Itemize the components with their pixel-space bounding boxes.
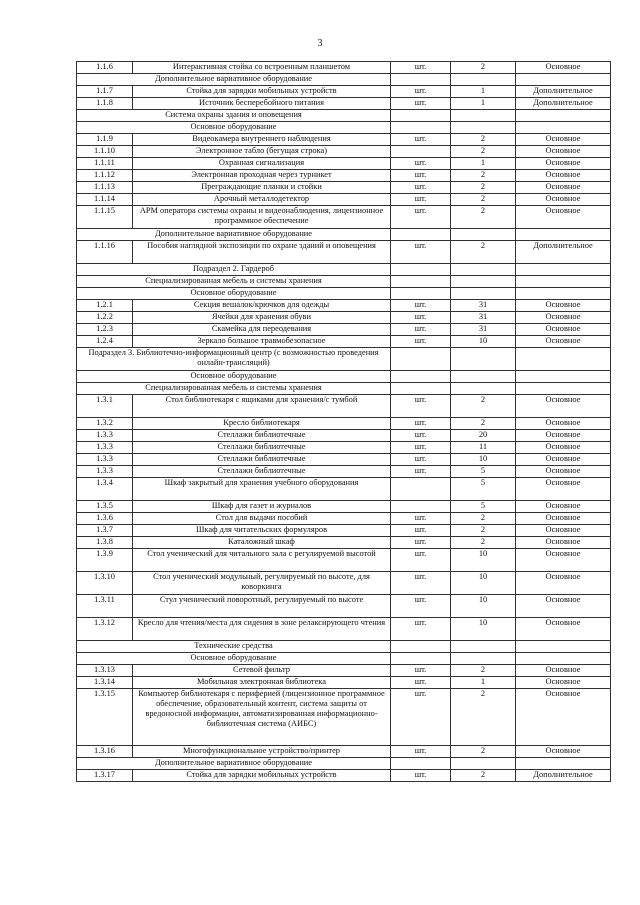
item-name: Шкаф для газет и журналов bbox=[133, 501, 391, 513]
item-unit: шт. bbox=[391, 182, 451, 194]
item-quantity: 2 bbox=[451, 395, 516, 418]
item-kind: Основное bbox=[516, 206, 611, 229]
item-unit: шт. bbox=[391, 241, 451, 264]
item-quantity: 2 bbox=[451, 182, 516, 194]
empty-cell bbox=[516, 641, 611, 653]
section-row bbox=[77, 641, 611, 653]
item-number: 1.3.1 bbox=[77, 395, 133, 418]
section-title: Основное оборудование bbox=[77, 653, 391, 665]
item-name: Многофункциональное устройство/принтер bbox=[133, 746, 391, 758]
item-unit: шт. bbox=[391, 513, 451, 525]
item-kind: Основное bbox=[516, 689, 611, 746]
table-row bbox=[77, 86, 611, 98]
item-kind: Основное bbox=[516, 478, 611, 501]
item-quantity: 10 bbox=[451, 454, 516, 466]
table-row bbox=[77, 537, 611, 549]
item-kind: Основное bbox=[516, 525, 611, 537]
item-number: 1.3.2 bbox=[77, 418, 133, 430]
section-row bbox=[77, 122, 611, 134]
item-name: АРМ оператора системы охраны и видеонаблюдения, лицензионное программное обеспечение bbox=[133, 206, 391, 229]
item-quantity: 1 bbox=[451, 677, 516, 689]
item-unit: шт. bbox=[391, 665, 451, 677]
empty-cell bbox=[516, 110, 611, 122]
item-quantity: 1 bbox=[451, 98, 516, 110]
item-name: Электронная проходная через турникет bbox=[133, 170, 391, 182]
section-title: Специализированная мебель и системы хранения bbox=[77, 276, 391, 288]
item-quantity: 2 bbox=[451, 513, 516, 525]
table-row bbox=[77, 194, 611, 206]
table-row bbox=[77, 324, 611, 336]
empty-cell bbox=[391, 110, 451, 122]
item-number: 1.1.9 bbox=[77, 134, 133, 146]
item-unit: шт. bbox=[391, 300, 451, 312]
item-kind: Основное bbox=[516, 194, 611, 206]
table-row bbox=[77, 595, 611, 618]
table-row bbox=[77, 395, 611, 418]
item-unit: шт. bbox=[391, 86, 451, 98]
item-kind: Дополнительное bbox=[516, 98, 611, 110]
section-title: Основное оборудование bbox=[77, 371, 391, 383]
section-row bbox=[77, 74, 611, 86]
item-name: Мобильная электронная библиотека bbox=[133, 677, 391, 689]
item-kind: Основное bbox=[516, 618, 611, 641]
empty-cell bbox=[516, 348, 611, 371]
table-row bbox=[77, 501, 611, 513]
empty-cell bbox=[391, 641, 451, 653]
section-title: Технические средства bbox=[77, 641, 391, 653]
item-name: Ячейки для хранения обуви bbox=[133, 312, 391, 324]
item-name: Стеллажи библиотечные bbox=[133, 442, 391, 454]
table-row bbox=[77, 98, 611, 110]
item-name: Кресло библиотекаря bbox=[133, 418, 391, 430]
section-row bbox=[77, 348, 611, 371]
section-row bbox=[77, 653, 611, 665]
item-number: 1.1.12 bbox=[77, 170, 133, 182]
item-name: Стол ученический для читального зала с регулируемой высотой bbox=[133, 549, 391, 572]
table-row bbox=[77, 466, 611, 478]
item-kind: Основное bbox=[516, 146, 611, 158]
item-kind: Основное bbox=[516, 418, 611, 430]
item-number: 1.3.7 bbox=[77, 525, 133, 537]
item-number: 1.3.13 bbox=[77, 665, 133, 677]
table-row bbox=[77, 134, 611, 146]
empty-cell bbox=[391, 74, 451, 86]
item-number: 1.3.17 bbox=[77, 770, 133, 782]
empty-cell bbox=[391, 264, 451, 276]
item-kind: Основное bbox=[516, 430, 611, 442]
empty-cell bbox=[516, 276, 611, 288]
item-unit: шт. bbox=[391, 98, 451, 110]
item-name: Зеркало большое травмобезопасное bbox=[133, 336, 391, 348]
item-unit: шт. bbox=[391, 537, 451, 549]
section-title: Дополнительное вариативное оборудование bbox=[77, 74, 391, 86]
empty-cell bbox=[391, 758, 451, 770]
item-unit: шт. bbox=[391, 689, 451, 746]
item-number: 1.3.6 bbox=[77, 513, 133, 525]
item-number: 1.3.16 bbox=[77, 746, 133, 758]
empty-cell bbox=[391, 229, 451, 241]
table-row bbox=[77, 513, 611, 525]
item-kind: Основное bbox=[516, 395, 611, 418]
empty-cell bbox=[391, 288, 451, 300]
item-unit: шт. bbox=[391, 770, 451, 782]
item-number: 1.3.12 bbox=[77, 618, 133, 641]
table-row bbox=[77, 525, 611, 537]
item-number: 1.1.11 bbox=[77, 158, 133, 170]
empty-cell bbox=[516, 383, 611, 395]
table-row bbox=[77, 549, 611, 572]
item-kind: Основное bbox=[516, 746, 611, 758]
empty-cell bbox=[516, 371, 611, 383]
equipment-table bbox=[76, 61, 611, 782]
empty-cell bbox=[391, 383, 451, 395]
item-quantity: 1 bbox=[451, 86, 516, 98]
item-kind: Дополнительное bbox=[516, 770, 611, 782]
item-number: 1.1.15 bbox=[77, 206, 133, 229]
empty-cell bbox=[451, 74, 516, 86]
item-kind: Основное bbox=[516, 170, 611, 182]
item-kind: Основное bbox=[516, 454, 611, 466]
item-number: 1.1.10 bbox=[77, 146, 133, 158]
item-number: 1.1.14 bbox=[77, 194, 133, 206]
item-unit: шт. bbox=[391, 466, 451, 478]
section-row bbox=[77, 264, 611, 276]
item-name: Кресло для чтения/места для сидения в зоне релаксирующего чтения bbox=[133, 618, 391, 641]
empty-cell bbox=[516, 264, 611, 276]
section-row bbox=[77, 383, 611, 395]
item-unit: шт. bbox=[391, 62, 451, 74]
item-unit: шт. bbox=[391, 430, 451, 442]
item-number: 1.3.11 bbox=[77, 595, 133, 618]
section-title: Подраздел 3. Библиотечно-информационный центр (с возможностью проведения онлайн-трансляций) bbox=[77, 348, 391, 371]
table-row bbox=[77, 146, 611, 158]
empty-cell bbox=[516, 122, 611, 134]
item-name: Каталожный шкаф bbox=[133, 537, 391, 549]
item-kind: Основное bbox=[516, 665, 611, 677]
item-number: 1.3.3 bbox=[77, 442, 133, 454]
item-quantity: 2 bbox=[451, 525, 516, 537]
section-row bbox=[77, 229, 611, 241]
table-row bbox=[77, 770, 611, 782]
item-unit: шт. bbox=[391, 418, 451, 430]
item-number: 1.1.8 bbox=[77, 98, 133, 110]
item-kind: Основное bbox=[516, 442, 611, 454]
section-title: Дополнительное вариативное оборудование bbox=[77, 229, 391, 241]
table-row bbox=[77, 454, 611, 466]
item-unit: шт. bbox=[391, 134, 451, 146]
item-kind: Основное bbox=[516, 300, 611, 312]
item-name: Преграждающие планки и стойки bbox=[133, 182, 391, 194]
item-quantity: 10 bbox=[451, 549, 516, 572]
item-unit: шт. bbox=[391, 454, 451, 466]
empty-cell bbox=[451, 264, 516, 276]
item-unit: шт. bbox=[391, 336, 451, 348]
empty-cell bbox=[451, 229, 516, 241]
empty-cell bbox=[451, 641, 516, 653]
item-unit bbox=[391, 478, 451, 501]
empty-cell bbox=[451, 758, 516, 770]
item-name: Сетевой фильтр bbox=[133, 665, 391, 677]
item-unit: шт. bbox=[391, 595, 451, 618]
section-title: Дополнительное вариативное оборудование bbox=[77, 758, 391, 770]
item-number: 1.2.4 bbox=[77, 336, 133, 348]
section-row bbox=[77, 371, 611, 383]
item-unit: шт. bbox=[391, 618, 451, 641]
item-quantity: 2 bbox=[451, 134, 516, 146]
item-quantity: 10 bbox=[451, 618, 516, 641]
item-unit: шт. bbox=[391, 194, 451, 206]
item-number: 1.3.15 bbox=[77, 689, 133, 746]
item-number: 1.2.3 bbox=[77, 324, 133, 336]
item-kind: Основное bbox=[516, 182, 611, 194]
item-unit: шт. bbox=[391, 312, 451, 324]
item-unit bbox=[391, 501, 451, 513]
item-name: Стол ученический модульный, регулируемый по высоте, для коворкинга bbox=[133, 572, 391, 595]
item-quantity: 2 bbox=[451, 146, 516, 158]
empty-cell bbox=[451, 110, 516, 122]
empty-cell bbox=[516, 653, 611, 665]
item-name: Арочный металлодетектор bbox=[133, 194, 391, 206]
section-row bbox=[77, 758, 611, 770]
item-name: Стол библиотекаря с ящиками для хранения/с тумбой bbox=[133, 395, 391, 418]
item-kind: Основное bbox=[516, 677, 611, 689]
table-row bbox=[77, 442, 611, 454]
item-quantity: 20 bbox=[451, 430, 516, 442]
item-kind: Основное bbox=[516, 158, 611, 170]
item-name: Охранная сигнализация bbox=[133, 158, 391, 170]
item-unit: шт. bbox=[391, 395, 451, 418]
item-quantity: 11 bbox=[451, 442, 516, 454]
item-quantity: 2 bbox=[451, 62, 516, 74]
item-name: Видеокамера внутреннего наблюдения bbox=[133, 134, 391, 146]
item-number: 1.3.5 bbox=[77, 501, 133, 513]
empty-cell bbox=[391, 653, 451, 665]
item-quantity: 2 bbox=[451, 689, 516, 746]
item-number: 1.1.16 bbox=[77, 241, 133, 264]
item-quantity: 5 bbox=[451, 478, 516, 501]
item-quantity: 31 bbox=[451, 300, 516, 312]
item-quantity: 10 bbox=[451, 572, 516, 595]
empty-cell bbox=[451, 653, 516, 665]
table-row bbox=[77, 312, 611, 324]
item-quantity: 2 bbox=[451, 194, 516, 206]
empty-cell bbox=[516, 74, 611, 86]
item-name: Источник бесперебойного питания bbox=[133, 98, 391, 110]
empty-cell bbox=[516, 288, 611, 300]
item-name: Электронное табло (бегущая строка) bbox=[133, 146, 391, 158]
item-kind: Основное bbox=[516, 466, 611, 478]
table-row bbox=[77, 478, 611, 501]
section-title: Специализированная мебель и системы хранения bbox=[77, 383, 391, 395]
section-title: Основное оборудование bbox=[77, 122, 391, 134]
table-row bbox=[77, 665, 611, 677]
table-row bbox=[77, 170, 611, 182]
item-name: Скамейка для переодевания bbox=[133, 324, 391, 336]
item-name: Стул ученический поворотный, регулируемый по высоте bbox=[133, 595, 391, 618]
item-kind: Дополнительное bbox=[516, 86, 611, 98]
empty-cell bbox=[451, 122, 516, 134]
item-quantity: 2 bbox=[451, 770, 516, 782]
item-unit bbox=[391, 146, 451, 158]
item-quantity: 5 bbox=[451, 466, 516, 478]
table-row bbox=[77, 158, 611, 170]
section-row bbox=[77, 276, 611, 288]
item-unit: шт. bbox=[391, 525, 451, 537]
table-row bbox=[77, 206, 611, 229]
item-number: 1.1.6 bbox=[77, 62, 133, 74]
item-unit: шт. bbox=[391, 170, 451, 182]
table-row bbox=[77, 572, 611, 595]
item-name: Пособия наглядной экспозиции по охране зданий и оповещения bbox=[133, 241, 391, 264]
item-quantity: 5 bbox=[451, 501, 516, 513]
item-name: Шкаф закрытый для хранения учебного оборудования bbox=[133, 478, 391, 501]
item-number: 1.2.1 bbox=[77, 300, 133, 312]
empty-cell bbox=[451, 288, 516, 300]
empty-cell bbox=[451, 371, 516, 383]
item-quantity: 31 bbox=[451, 312, 516, 324]
section-title: Система охраны здания и оповещения bbox=[77, 110, 391, 122]
section-row bbox=[77, 288, 611, 300]
item-unit: шт. bbox=[391, 677, 451, 689]
item-kind: Основное bbox=[516, 595, 611, 618]
item-kind: Основное bbox=[516, 513, 611, 525]
item-kind: Основное bbox=[516, 134, 611, 146]
item-kind: Основное bbox=[516, 549, 611, 572]
section-title: Подраздел 2. Гардероб bbox=[77, 264, 391, 276]
item-kind: Основное bbox=[516, 62, 611, 74]
item-name: Компьютер библиотекаря с периферией (лицензионное программное обеспечение, образовательный контент, система защиты от вредоносной информации, автоматизированная информационно-библиотечная система (АИБС) bbox=[133, 689, 391, 746]
section-row bbox=[77, 110, 611, 122]
item-number: 1.3.3 bbox=[77, 454, 133, 466]
item-unit: шт. bbox=[391, 549, 451, 572]
table-row bbox=[77, 182, 611, 194]
item-quantity: 31 bbox=[451, 324, 516, 336]
item-name: Стеллажи библиотечные bbox=[133, 466, 391, 478]
item-number: 1.1.13 bbox=[77, 182, 133, 194]
item-unit: шт. bbox=[391, 158, 451, 170]
item-kind: Основное bbox=[516, 312, 611, 324]
empty-cell bbox=[516, 229, 611, 241]
table-row bbox=[77, 241, 611, 264]
item-unit: шт. bbox=[391, 206, 451, 229]
item-unit: шт. bbox=[391, 324, 451, 336]
item-number: 1.3.10 bbox=[77, 572, 133, 595]
item-name: Стойка для зарядки мобильных устройств bbox=[133, 86, 391, 98]
item-unit: шт. bbox=[391, 746, 451, 758]
table-row bbox=[77, 418, 611, 430]
item-quantity: 10 bbox=[451, 595, 516, 618]
item-name: Секция вешалок/крючков для одежды bbox=[133, 300, 391, 312]
item-unit: шт. bbox=[391, 572, 451, 595]
item-number: 1.2.2 bbox=[77, 312, 133, 324]
empty-cell bbox=[391, 122, 451, 134]
empty-cell bbox=[516, 758, 611, 770]
item-name: Стол для выдачи пособий bbox=[133, 513, 391, 525]
item-kind: Основное bbox=[516, 537, 611, 549]
table-row bbox=[77, 62, 611, 74]
item-name: Интерактивная стойка со встроенным планшетом bbox=[133, 62, 391, 74]
table-row bbox=[77, 336, 611, 348]
item-number: 1.3.3 bbox=[77, 430, 133, 442]
item-number: 1.1.7 bbox=[77, 86, 133, 98]
item-kind: Основное bbox=[516, 572, 611, 595]
item-quantity: 2 bbox=[451, 170, 516, 182]
item-name: Стойка для зарядки мобильных устройств bbox=[133, 770, 391, 782]
item-quantity: 2 bbox=[451, 746, 516, 758]
table-row bbox=[77, 746, 611, 758]
item-kind: Основное bbox=[516, 501, 611, 513]
item-quantity: 2 bbox=[451, 418, 516, 430]
item-quantity: 2 bbox=[451, 241, 516, 264]
item-kind: Дополнительное bbox=[516, 241, 611, 264]
page-number: 3 bbox=[317, 38, 323, 49]
table-row bbox=[77, 689, 611, 746]
item-name: Стеллажи библиотечные bbox=[133, 454, 391, 466]
item-kind: Основное bbox=[516, 324, 611, 336]
empty-cell bbox=[451, 383, 516, 395]
item-name: Шкаф для читательских формуляров bbox=[133, 525, 391, 537]
item-name: Стеллажи библиотечные bbox=[133, 430, 391, 442]
item-number: 1.3.9 bbox=[77, 549, 133, 572]
table-row bbox=[77, 430, 611, 442]
item-unit: шт. bbox=[391, 442, 451, 454]
table-row bbox=[77, 300, 611, 312]
item-quantity: 2 bbox=[451, 537, 516, 549]
table-row bbox=[77, 618, 611, 641]
item-number: 1.3.4 bbox=[77, 478, 133, 501]
empty-cell bbox=[391, 371, 451, 383]
item-number: 1.3.8 bbox=[77, 537, 133, 549]
section-title: Основное оборудование bbox=[77, 288, 391, 300]
table-row bbox=[77, 677, 611, 689]
item-quantity: 2 bbox=[451, 206, 516, 229]
item-kind: Основное bbox=[516, 336, 611, 348]
empty-cell bbox=[451, 276, 516, 288]
item-quantity: 10 bbox=[451, 336, 516, 348]
item-number: 1.3.3 bbox=[77, 466, 133, 478]
empty-cell bbox=[451, 348, 516, 371]
item-quantity: 1 bbox=[451, 158, 516, 170]
empty-cell bbox=[391, 276, 451, 288]
item-number: 1.3.14 bbox=[77, 677, 133, 689]
item-quantity: 2 bbox=[451, 665, 516, 677]
empty-cell bbox=[391, 348, 451, 371]
